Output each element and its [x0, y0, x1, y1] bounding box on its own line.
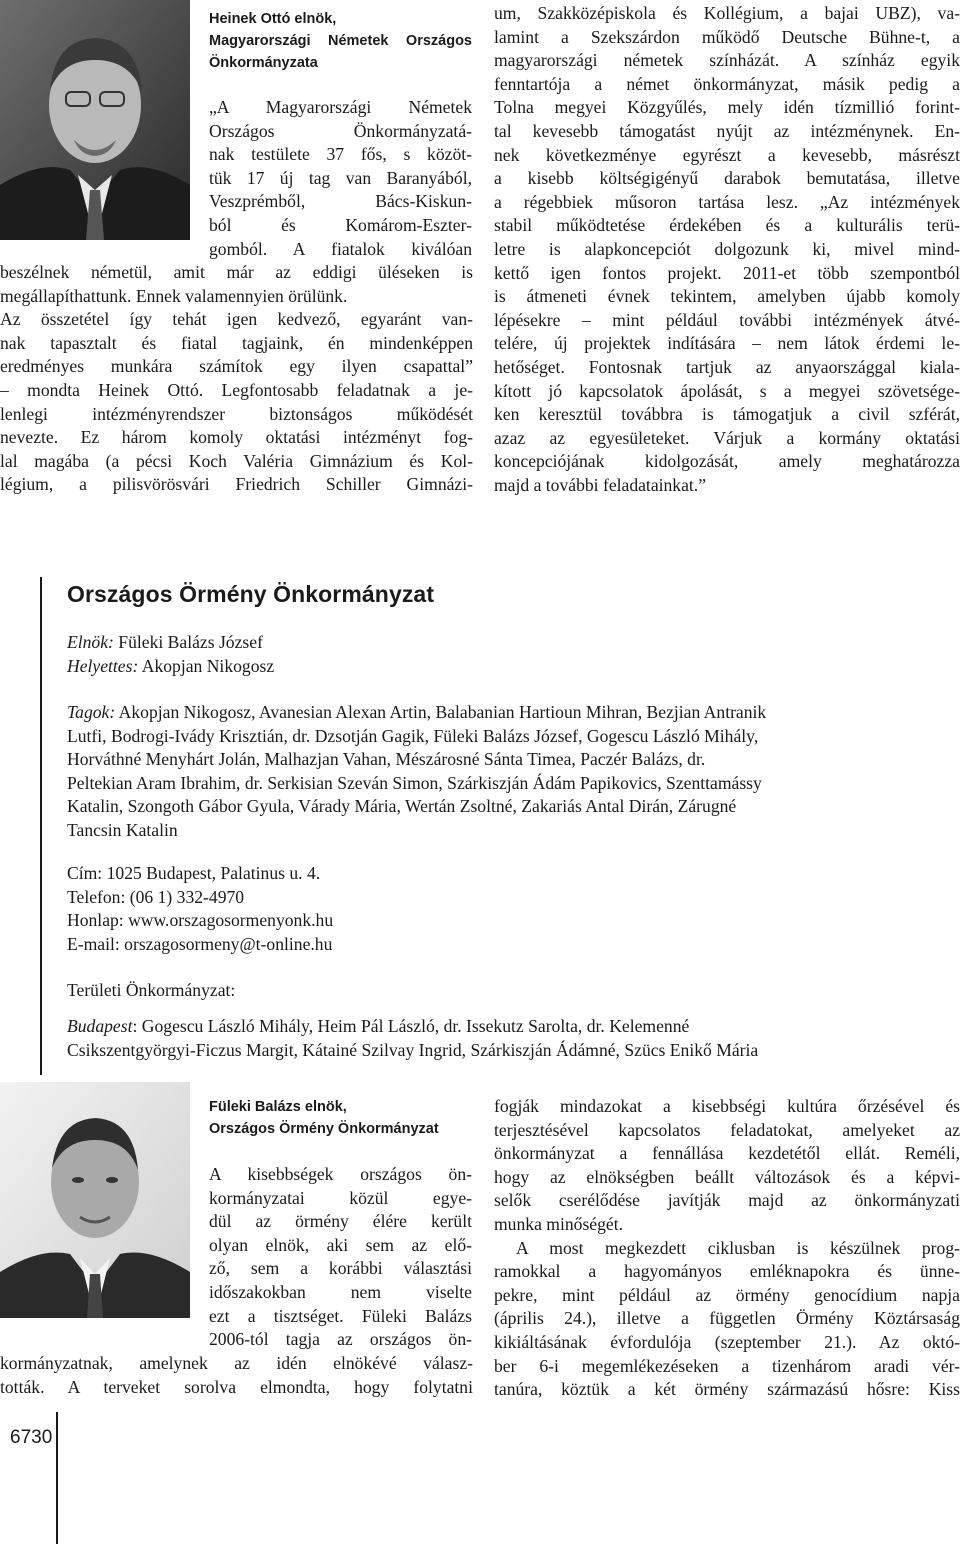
bottom-article-right-column	[494, 1095, 960, 1402]
text-line: telére, új projektek indítására – nem látok érdemi le-	[494, 333, 960, 354]
text-line: ber 6-i megemlékezéseken a tizenhárom aradi vér-	[494, 1355, 960, 1376]
members-line: Tagok: Akopjan Nikogosz, Avanesian Alexan Artin, Balabanian Hartioun Mihran, Bezjian Antranik	[67, 702, 767, 722]
members-line: Tancsin Katalin	[67, 819, 178, 840]
text-line: „A Magyarországi Németek	[209, 97, 472, 117]
text-line: lamint a Szekszárdon működő Deutsche Bühne-t, a	[494, 26, 960, 47]
members-line: Katalin, Szongoth Gábor Gyula, Várady Mária, Wertán Zsoltné, Zakariás Antal Dirán, Zárugné	[67, 796, 737, 817]
text-line: a régebbiek műsoron tartása lesz. „Az intézmények	[494, 191, 960, 212]
text-line: – mondta Heinek Ottó. Legfontosabb feladatnak a je-	[0, 379, 473, 400]
text-line: koncepciójának kidolgozását, amely meghatározza	[494, 451, 960, 472]
text-line: nevezte. Ez három komoly oktatási intézményt fog-	[0, 427, 473, 448]
text-line: hogy az elnökségben beállt változások és a képvi-	[494, 1166, 960, 1187]
president-label: Elnök:	[67, 632, 114, 652]
top-article-right-column	[494, 2, 960, 497]
section-heading: Országos Örmény Önkormányzat	[67, 581, 435, 607]
regional-line: Budapest: Gogescu László Mihály, Heim Pál László, dr. Issekutz Sarolta, dr. Kelemenné	[67, 1016, 690, 1036]
text-line: ból és Komárom-Eszter-	[209, 214, 472, 235]
officers-block	[67, 631, 960, 678]
caption-name: Füleki Balázs elnök,	[209, 1099, 347, 1115]
text-line: időszakokban nem viselte	[209, 1281, 472, 1302]
deputy-row	[67, 655, 960, 679]
top-article-left-column	[0, 261, 473, 497]
deputy-value: Akopjan Nikogosz	[138, 655, 275, 676]
text-line: lal magába (a pécsi Koch Valéria Gimnázium és Kol-	[0, 450, 473, 471]
text-line: pekre, mint például az örmény genocídium napja	[494, 1284, 960, 1305]
members-line: Peltekian Aram Ibrahim, dr. Serkisian Szeván Simon, Szárkiszján Ádám Papikovics, Szenttamássy	[67, 772, 762, 793]
text-line: azaz az egyesületeket. Várjuk a kormány oktatási	[494, 427, 960, 448]
text-line: kormányzatnak, amelynek az idén elnökévé válasz-	[0, 1353, 473, 1373]
text-line: lépésekre – mint például további intézmények átvé-	[494, 309, 960, 330]
caption-org-line: Magyarországi Németek Országos	[209, 33, 472, 49]
text-line: A most megkezdett ciklusban is készülnek prog-	[516, 1237, 960, 1258]
text-line: fenntartója a német önkormányzat, másik pedig a	[494, 73, 960, 94]
text-line: ken keresztül továbbra is támogatjuk a civil szférát,	[494, 404, 960, 425]
regional-heading: Területi Önkormányzat:	[67, 980, 236, 1000]
text-line: önkormányzat a fennállása kezdetétől ellát. Reméli,	[494, 1143, 960, 1164]
regional-line: Csikszentgyörgyi-Ficzus Margit, Kátainé Szilvay Ingrid, Szárkiszján Ádámné, Szücs Enikő Mária	[67, 1039, 759, 1060]
phone[interactable]: Telefon: (06 1) 332-4970	[67, 886, 245, 907]
text-line: (április 24.), illetve a független Örmény Köztársaság	[494, 1308, 960, 1329]
text-line: majd a további feladatainkat.”	[494, 474, 707, 495]
text-line: lenlegi intézményrendszer biztonságos működését	[0, 403, 473, 424]
bottom-article-intro	[209, 1163, 472, 1352]
text-line: nak tapasztalt és fiatal tagjaink, én mindenképpen	[0, 332, 473, 353]
text-line: letre is alapkoncepciót dolgozunk ki, mivel mind-	[494, 238, 960, 259]
fuleki-portrait-photo	[0, 1082, 190, 1318]
text-line: terjesztésével kapcsolatos feladatokat, amelyeket az	[494, 1119, 960, 1140]
text-line: dül az örmény élére került	[209, 1211, 472, 1232]
text-line: ramokkal a hagyományos emléknapokra és ünne-	[494, 1261, 960, 1282]
fuleki-caption	[209, 1096, 472, 1140]
text-line: gomból. A fiatalok kiválóan	[209, 238, 472, 259]
text-line: kikiáltásának évfordulója (szeptember 21.). Az októ-	[494, 1331, 960, 1352]
text-line: nek következménye egyrészt a kevesebb, másrészt	[494, 144, 960, 165]
text-line: beszélnek németül, amit már az eddigi üléseken is	[0, 262, 473, 282]
text-line: eredményes munkára számítok egy ilyen csapattal”	[0, 356, 473, 377]
text-line: hetőséget. Fontosnak tartjuk az anyaországgal kiala-	[494, 356, 960, 377]
caption-name: Heinek Ottó elnök,	[209, 11, 337, 27]
regional-city: Budapest	[67, 1016, 133, 1036]
president-row	[67, 631, 960, 655]
heinek-caption	[209, 8, 472, 74]
section-vertical-rule	[40, 577, 42, 1075]
text-line: um, Szakközépiskola és Kollégium, a bajai UBZ), va-	[494, 3, 960, 23]
text-line: nak testülete 37 fős, s közöt-	[209, 144, 472, 165]
text-line: olyan elnök, aki sem az elő-	[209, 1234, 472, 1255]
contact-block	[67, 862, 960, 956]
heinek-portrait-photo	[0, 0, 190, 240]
members-block	[67, 701, 960, 843]
page-number-rule	[56, 1412, 58, 1544]
text-line: is átmeneti évnek tekintem, amelyben újabb komoly	[494, 286, 960, 307]
caption-org-line: Önkormányzata	[209, 55, 318, 71]
regional-block	[67, 1015, 960, 1062]
address: Cím: 1025 Budapest, Palatinus u. 4.	[67, 863, 321, 883]
text-line: A kisebbségek országos ön-	[209, 1164, 472, 1184]
top-article-intro	[209, 96, 472, 261]
text-line: tanúra, köztük a két örmény származású hősre: Kiss	[494, 1379, 960, 1400]
text-line: kormányzatai közül egye-	[209, 1187, 472, 1208]
text-line: tották. A terveket sorolva elmondta, hogy folytatni	[0, 1376, 473, 1397]
website-link[interactable]: Honlap: www.orszagosormenyonk.hu	[67, 910, 334, 931]
text-line: Országos Önkormányzatá-	[209, 120, 472, 141]
text-line: kettő igen fontos projekt. 2011-et több szempontból	[494, 262, 960, 283]
text-line: Az összetétel így tehát igen kedvező, egyaránt van-	[0, 309, 473, 330]
text-line: kított jó kapcsolatok ápolását, s a megyei szövetsége-	[494, 380, 960, 401]
text-line: stabil működtetése érdekében és a kulturális terü-	[494, 215, 960, 236]
text-line: selők cserélődése javítják majd az önkormányzati	[494, 1190, 960, 1211]
text-line: munka minőségét.	[494, 1213, 623, 1234]
text-line: légium, a pilisvörösvári Friedrich Schiller Gimnázi-	[0, 474, 473, 495]
members-line: Horváthné Menyhárt Jolán, Malhazjan Vahan, Mészárosné Sánta Timea, Paczér Balázs, dr.	[67, 749, 706, 770]
text-line: fogják mindazokat a kisebbségi kultúra őrzésével és	[494, 1096, 960, 1116]
text-line: tal kevesebb támogatást nyújt az intézménynek. En-	[494, 120, 960, 141]
deputy-label: Helyettes:	[67, 655, 139, 676]
president-value: Füleki Balázs József	[113, 632, 263, 652]
text-line: magyarországi németek színházát. A színház egyik	[494, 50, 960, 71]
members-line: Lutfi, Bodrogi-Ivády Krisztián, dr. Dzsotján Gagik, Füleki Balázs József, Gogescu László Mihály,	[67, 725, 759, 746]
text-line: Veszprémből, Bács-Kiskun-	[209, 191, 472, 212]
caption-org-line: Országos Örmény Önkormányzat	[209, 1121, 439, 1137]
text-line: megállapíthattunk. Ennek valamennyien örülünk.	[0, 285, 348, 306]
text-line: a kisebb költségigényű darabok bemutatása, illetve	[494, 168, 960, 189]
members-label: Tagok:	[67, 702, 116, 722]
email-link[interactable]: E-mail: orszagosormeny@t-online.hu	[67, 933, 333, 954]
text-line: ző, sem a korábbi választási	[209, 1258, 472, 1279]
text-line: Tolna megyei Közgyűlés, mely idén tízmillió forint-	[494, 97, 960, 118]
text-line: ezt a tisztséget. Füleki Balázs	[209, 1305, 472, 1326]
text-line: tük 17 új tag van Baranyából,	[209, 167, 472, 188]
bottom-article-left-column	[0, 1352, 473, 1399]
text-line: 2006-tól tagja az országos ön-	[209, 1329, 472, 1350]
page-number: 6730	[10, 1427, 53, 1448]
